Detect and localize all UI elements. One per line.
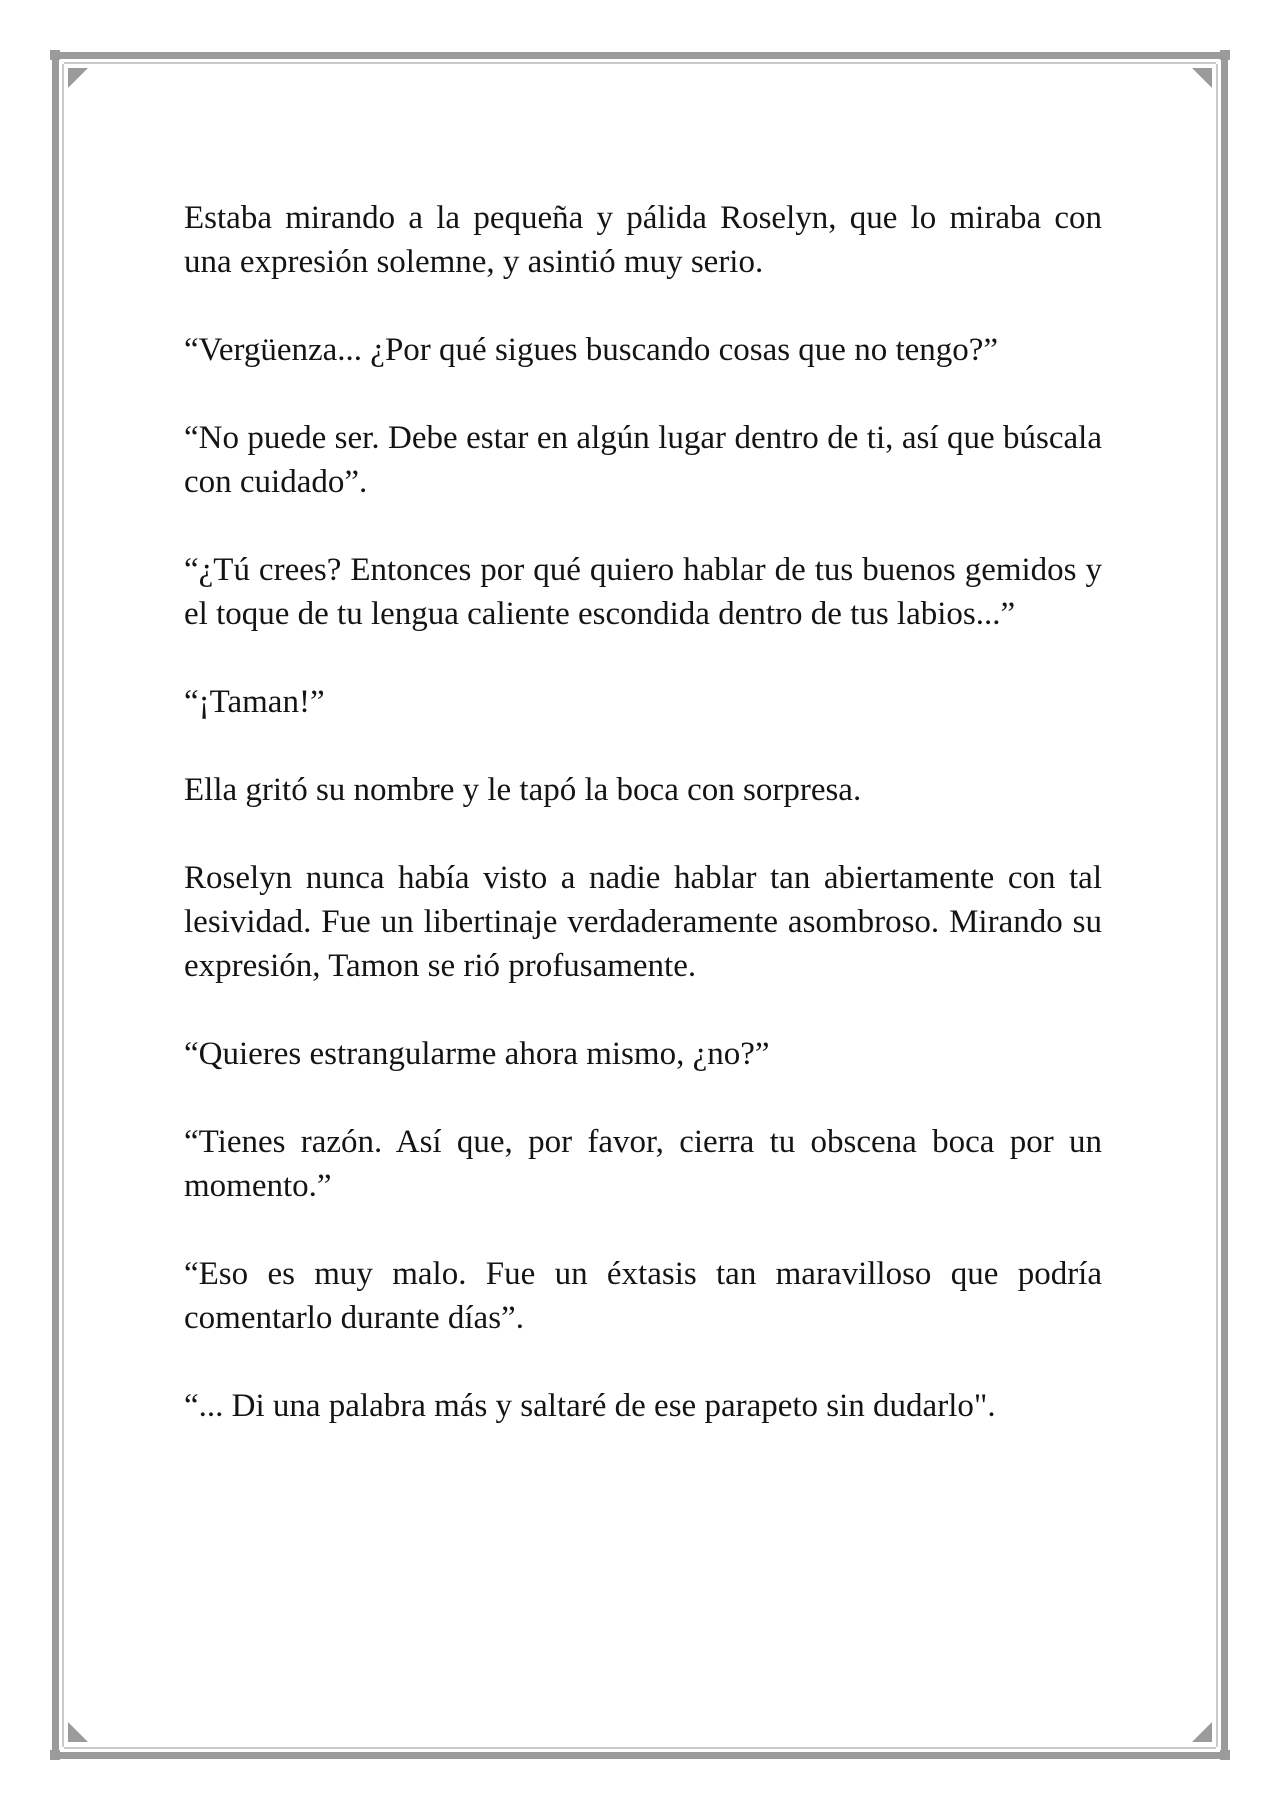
frame-border-right — [1221, 60, 1228, 1752]
paragraph: “Tienes razón. Así que, por favor, cierra tu obscena boca por un momento.” — [184, 1124, 1102, 1204]
frame-inner-bottom — [64, 1747, 1216, 1749]
paragraph: “... Di una palabra más y saltaré de ese parapeto sin dudarlo". — [184, 1388, 996, 1424]
paragraph: Estaba mirando a la pequeña y pálida Roselyn, que lo miraba con una expresión solemne, y asintió muy serio. — [184, 200, 1102, 280]
paragraph: “¡Taman!” — [184, 684, 325, 720]
frame-inner-left — [62, 64, 64, 1747]
frame-corner-ornament — [50, 1750, 60, 1760]
frame-corner-ornament — [50, 50, 60, 60]
paragraph: “Vergüenza... ¿Por qué sigues buscando cosas que no tengo?” — [184, 332, 999, 368]
frame-border-left — [52, 60, 59, 1752]
corner-triangle-icon — [1192, 1722, 1212, 1742]
paragraph: “¿Tú crees? Entonces por qué quiero hablar de tus buenos gemidos y el toque de tu lengua caliente escondida dentro de tus labios...” — [184, 552, 1102, 632]
corner-triangle-icon — [1192, 68, 1212, 88]
corner-triangle-icon — [68, 1722, 88, 1742]
corner-triangle-icon — [68, 68, 88, 88]
paragraph: Ella gritó su nombre y le tapó la boca con sorpresa. — [184, 772, 862, 808]
paragraph: “No puede ser. Debe estar en algún lugar dentro de ti, así que búscala con cuidado”. — [184, 420, 1102, 500]
page-body — [184, 196, 1102, 1472]
frame-corner-ornament — [1220, 1750, 1230, 1760]
paragraph: “Eso es muy malo. Fue un éxtasis tan maravilloso que podría comentarlo durante días”. — [184, 1256, 1102, 1336]
frame-inner-right — [1216, 64, 1218, 1747]
frame-border-top — [60, 52, 1220, 59]
frame-corner-ornament — [1220, 50, 1230, 60]
paragraph: “Quieres estrangularme ahora mismo, ¿no?” — [184, 1036, 770, 1072]
paragraph: Roselyn nunca había visto a nadie hablar tan abiertamente con tal lesividad. Fue un libertinaje verdaderamente asombroso. Mirando su expresión, Tamon se rió profusamente. — [184, 860, 1102, 984]
frame-inner-top — [64, 62, 1216, 64]
frame-border-bottom — [60, 1752, 1220, 1759]
